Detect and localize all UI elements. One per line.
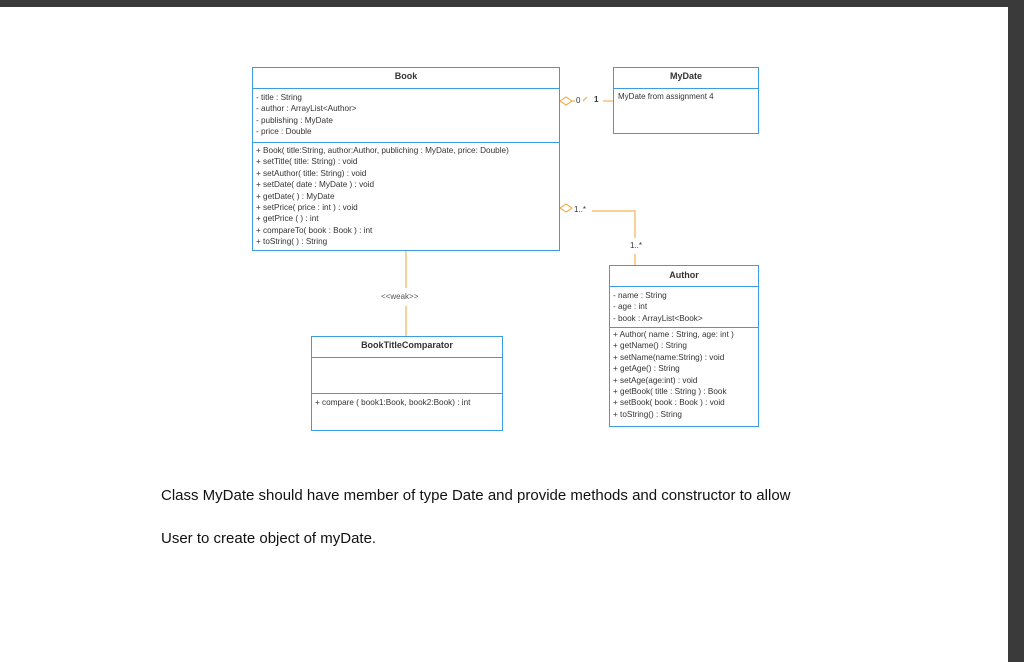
method: + compare ( book1:Book, book2:Book) : int bbox=[315, 398, 471, 407]
method: + Author( name : String, age: int ) bbox=[613, 330, 734, 339]
class-book-attributes bbox=[253, 89, 559, 143]
method: + setPrice( price : int ) : void bbox=[256, 203, 358, 213]
attribute: - book : ArrayList<Book> bbox=[613, 313, 703, 323]
class-book-methods bbox=[253, 143, 559, 250]
class-mydate-note: MyDate from assignment 4 bbox=[618, 92, 714, 101]
class-comparator-name: BookTitleComparator bbox=[312, 337, 502, 358]
attribute: - publishing : MyDate bbox=[256, 115, 333, 125]
class-comparator-attributes bbox=[312, 358, 502, 394]
description-line-2: User to create object of myDate. bbox=[161, 530, 377, 547]
class-book-name: Book bbox=[253, 68, 559, 89]
method: + Book( title:String, author:Author, publiching : MyDate, price: Double) bbox=[256, 146, 509, 155]
method: + toString( ) : String bbox=[256, 237, 328, 247]
method: + getAge() : String bbox=[613, 364, 680, 374]
class-author[interactable] bbox=[609, 265, 759, 427]
multiplicity-book-date: 0 bbox=[576, 96, 581, 105]
attribute: - price : Double bbox=[256, 127, 312, 137]
class-comparator[interactable] bbox=[311, 336, 503, 431]
connector-book-date-b bbox=[583, 97, 587, 101]
class-comparator-methods bbox=[312, 394, 502, 410]
attribute: - author : ArrayList<Author> bbox=[256, 104, 357, 114]
aggregation-diamond-author bbox=[560, 204, 572, 212]
method: + setDate( date : MyDate ) : void bbox=[256, 180, 375, 190]
weak-stereotype: <<weak>> bbox=[381, 292, 419, 301]
class-author-name: Author bbox=[610, 266, 758, 287]
class-book[interactable] bbox=[252, 67, 560, 251]
multiplicity-author: 1..* bbox=[630, 241, 643, 250]
method: + getDate( ) : MyDate bbox=[256, 191, 335, 201]
attribute: - title : String bbox=[256, 93, 302, 102]
method: + setAge(age:int) : void bbox=[613, 375, 698, 385]
connector-book-author bbox=[592, 211, 635, 238]
method: + setName(name:String) : void bbox=[613, 352, 725, 362]
class-author-attributes bbox=[610, 287, 758, 328]
method: + getPrice ( ) : int bbox=[256, 214, 319, 224]
method: + getBook( title : String ) : Book bbox=[613, 387, 727, 397]
class-mydate-name: MyDate bbox=[614, 68, 758, 89]
description-line-1: Class MyDate should have member of type Date and provide methods and constructor to allow bbox=[161, 487, 791, 504]
attribute: - age : int bbox=[613, 302, 648, 312]
method: + setTitle( title: String) : void bbox=[256, 157, 358, 167]
method: + compareTo( book : Book ) : int bbox=[256, 225, 373, 235]
method: + getName() : String bbox=[613, 341, 687, 351]
method: + setBook( book : Book ) : void bbox=[613, 398, 725, 408]
multiplicity-book-author: 1..* bbox=[574, 205, 587, 214]
class-mydate[interactable] bbox=[613, 67, 759, 134]
method: + setAuthor( title: String) : void bbox=[256, 168, 367, 178]
method: + toString() : String bbox=[613, 409, 682, 419]
multiplicity-date: 1 bbox=[594, 95, 599, 104]
aggregation-diamond-date bbox=[560, 97, 572, 105]
class-author-methods bbox=[610, 328, 758, 422]
attribute: - name : String bbox=[613, 291, 667, 300]
